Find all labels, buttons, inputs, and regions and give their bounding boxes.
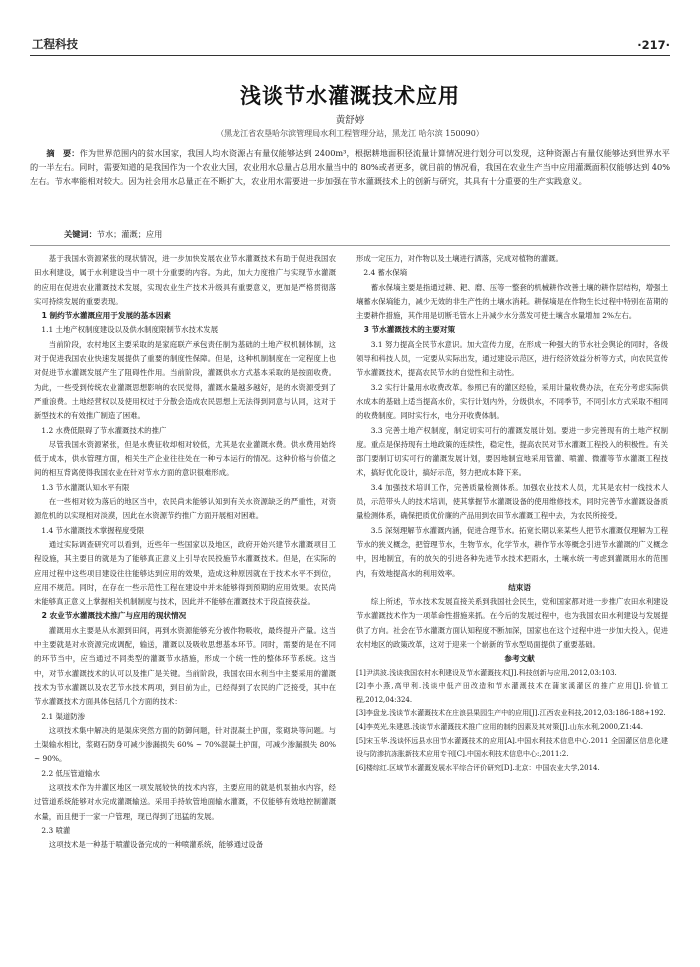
abstract-divider <box>30 245 670 246</box>
reference-item: [2]李小燕,高甲利.浅谈中低产田改造和节水灌溉技术在蒲家溪灌区的推广应用[J].价值工程,2012,04:324. <box>356 682 668 704</box>
paragraph: 尽管我国水资源紧张，但是水费征收却相对较低，尤其是农业灌溉水费。供水费用始终低于成本，供水管理方面，相关生产企业往往处在一种亏本运行的情况。这种价格与价值之间的相互背离使得我国农业在针对节水方面的意识很难形成。 <box>34 439 336 478</box>
subsection-heading: 2.2 低压管道输水 <box>41 768 100 778</box>
section-heading: 2 农业节水灌溉技术推广与应用的现状情况 <box>41 611 187 621</box>
paragraph: 蓄水保墒主要是指通过耕、耙、磨、压等一整套的机械耕作改善土壤的耕作层结构，增强土壤蓄水保墒能力，减少无效的非生产性的土壤水消耗。耕保墒是在作物生长过程中特别在苗期的主要耕作措施，其作用是切断毛管水上升减少水分蒸发可使土壤含水量增加 2%左右。 <box>356 282 668 321</box>
reference-item: [1]尹洪波.浅谈我国农村水利建设及节水灌溉技术[J].科技创新与应用,2012,03:103. <box>356 668 617 677</box>
subsection-heading: 1.2 水费低限碍了节水灌溉技术的推广 <box>41 425 167 435</box>
subsection-heading: 1.4 节水灌溉技术掌握程度受限 <box>41 525 145 535</box>
journal-section-name: 工程科技 <box>32 37 78 51</box>
section-heading: 参考文献 <box>504 654 535 664</box>
subsection-heading: 1.3 节水灌溉认知水平有限 <box>41 482 130 492</box>
abstract-text: 作为世界范围内的贫水国家，我国人均水资源占有量仅能够达到 2400m³，根据耕地面积径流量计算情况进行划分可以发现，这种资源占有量仅能够达到世界水平的一半左右。同时，需要知道的是我国作为一个农业大国，农业用水总量占总用水量当中的 80%或者更多，就目前的情况看，我国在农业生产当中应用灌溉面积仅能够达到 40%左右。节水率能相对较大。因为社会用水总量正在不断扩大，农业用水需要进一步加强在节水灌溉技术上的创新与研究，其具有十分重要的生产实践意义。 <box>30 148 670 187</box>
page-number: ·217· <box>637 38 670 52</box>
reference-item: [4]李英光,朱建恩.浅谈节水灌溉技术推广应用的制约因素及其对策[J].山东水利,2000,Z1:44. <box>356 722 643 731</box>
paragraph: 3.5 深刻理解节水灌溉内涵，促进合理节水。拓宽长期以来某些人把节水灌溉仅理解为工程节水的狭义概念，把管理节水，生物节水，化学节水，耕作节水等概念引进节水灌溉的广义概念中，因地制宜，有的放矢的引进各种先进节水技术把雨水，土壤水统一考虑到灌溉用水的范围内，有效地提高水的利用效率。 <box>356 525 668 578</box>
paragraph: 当前阶段，农村地区主要采取的是家庭联产承包责任制为基础的土地产权机制体制，这对于促进我国农业快速发展提供了重要的制度性保障。但是，这种机制制度在一定程度上也对促进节水灌溉发展产生了阻碍性作用。当前阶段，灌溉供水方式基本采取的是按面收费。为此，一些受到传统农业灌溉思想影响的农民觉得，灌溉水量越多越好，是的水资源受到了严重浪费。土地经营权以及使用权过于分散会造成农民思想上无法得到同意与认同，这对于新型技术的有效推广制造了困难。 <box>34 339 336 421</box>
paragraph: 在一些相对较为落后的地区当中，农民尚未能够认知到有关水资源缺乏的严重性，对资源危机的以实现相对淡漠，因此在水资源节约推广方面开展相对困难。 <box>34 497 336 521</box>
abstract <box>30 146 670 189</box>
subsection-heading: 2.1 渠道防渗 <box>41 711 86 721</box>
section-heading: 结束语 <box>508 582 531 592</box>
paragraph: 基于我国水资源紧张的现状情况，进一步加快发展农业节水灌溉技术有助于促进我国农田水利建设，属于水利建设当中一项十分重要的内容。为此，加大力度推广与实现节水灌溉的应用在促进农业灌溉技术发展，实现农业生产技术升级具有重要意义，更加是严格贯彻落实可持续发展的重要表现。 <box>34 254 336 306</box>
subsection-heading: 2.4 蓄水保墒 <box>363 268 408 278</box>
subsection-heading: 1.1 土地产权制度建设以及供水制度限制节水技术发展 <box>41 325 219 335</box>
reference-item: [6]楼综红.区域节水灌溉发展水平综合评价研究[D].北京：中国农业大学,2014. <box>356 763 600 772</box>
keywords-label: 关键词： <box>64 229 97 239</box>
body-column-right <box>356 252 668 775</box>
paragraph: 形成一定压力，对作物以及土壤进行洒落，完成对植物的灌溉。 <box>356 254 563 263</box>
keywords <box>64 229 670 240</box>
paragraph: 3.3 完善土地产权制度，制定切实可行的灌溉发展计划。要进一步完善现有的土地产权制度。重点是保持现有土地政策的连续性，稳定性，提高农民对节水灌溉工程投入的积极性。有关部门要制订切实可行的灌溉发展计划，要因地制宜地采用管灌、喷灌、微灌等节水灌溉工程技术，搞好优化设计，搞好示范，努力把成本降下来。 <box>356 425 668 478</box>
paragraph: 3.4 加强技术培训工作，完善质量检测体系。加强农业技术人员，尤其是农村一线技术人员，示范带头人的技术培训，使其掌握节水灌溉设备的使用维修技术，同时完善节水灌溉设备质量检测体系，确保把质优价廉的产品用到农田节水灌溉工程中去，为农民所接受。 <box>356 482 668 521</box>
paragraph: 这项技术是一种基于喷灌设备完成的一种喷灌系统，能够通过设备 <box>48 840 264 850</box>
section-heading: 1 制约节水灌溉应用于发展的基本因素 <box>41 311 172 321</box>
reference-item: [5]宋玉华.浅谈怀远县水田节水灌溉技术的应用[A].中国水利技术信息中心.2011 全国灌区信息化建设与防渗抗冻胀新技术应用专刊[C].中国水利技术信息中心:,2011:2. <box>356 736 668 759</box>
paragraph: 通过实际调查研究可以看到，近些年一些国家以及地区，政府开始兴建节水灌溉项目工程设施，其主要目的就是为了能够真正意义上引导农民投施节水灌溉技术。但是，在实际的应用过程中这些项目建设往往能够达到应用的效果，造成这种原因就在于技术水平不到位，应用不规范。同时，在存在一些示范性工程在建设中并未能够得到预期的应用效果。农民尚未能够真正意义上掌握相关机制制度与技术，因此并不能够在灌溉技术于段直接获益。 <box>34 539 336 607</box>
author-affiliation: （黑龙江省农垦哈尔滨管理局水利工程管理分站，黑龙江 哈尔滨 150090） <box>216 129 484 138</box>
paragraph: 综上所述，节水技术发展直接关系到我国社会民生，党和国家都对进一步推广农田水利建设节水灌溉技术作为一项革命性措施来抓。在今后的发展过程中，也为我国农田水利建设与发展提供了方向。社会在节水灌溉方面认知程度不断加深，国家也在这个过程中进一步加大投入，促进农村地区的政策改革，这对于迎来一个崭新的节水型局面提供了重要基础。 <box>356 597 668 650</box>
article-author: 黄舒婷 <box>335 115 365 126</box>
abstract-label: 摘 要： <box>46 148 80 158</box>
paragraph: 3.2 实行计量用水收费改革。参照已有的灌区经验，采用计量收费办法，在充分考虑实际供水成本的基础上适当提高水价，实行计划内外，分级供水，不同季节，不同引水方式采取不相同的收费制度。同时实行水，电分开收费体制。 <box>356 382 668 421</box>
reference-item: [3]李盘龙.浅谈节水灌溉技术在庄浪县果园生产中的应用[J].江西农业科技,2012,03:186-188+192. <box>356 709 666 718</box>
paragraph: 3.1 努力提高全民节水意识。加大宣传力度，在形成一种强大的节水社会舆论的同时，各级领导和科技人员，一定要从实际出发，通过建设示范区，进行经济效益分析等方式，向农民宣传节水灌溉技术，提高农民节水的自觉性和主动性。 <box>356 339 668 378</box>
paragraph: 这项技术集中解决的是渠床突然方面的防御问题，针对混凝土护面，浆砌块等问题。与土渠输水相比，浆砌石防身可减少渗漏损失 60% ~ 70%混凝土护面，可减少渗漏损失 80% ~ 90%。 <box>34 725 336 764</box>
keywords-text: 节水；灌溉；应用 <box>96 229 163 239</box>
paragraph: 这项技术作为井灌区地区一项发展较快的技术内容，主要应用的就是机泵抽水内容，经过管道系统能够对水完成灌溉输送。采用手持软管地面输水灌溉，不仅能够有效地控制灌溉水量，而且便于一家一户管理，现已得到了迅猛的发展。 <box>34 782 336 821</box>
article-title: 浅谈节水灌溉技术应用 <box>240 84 460 108</box>
header-divider <box>30 55 670 56</box>
body-column-left <box>34 252 336 852</box>
subsection-heading: 2.3 喷灌 <box>41 825 71 835</box>
paragraph: 灌溉用水主要是从水源到田间，再到水资源能够充分被作物吸收，最终提升产量。这当中主要就是对水资源完成调配，输送，灌溉以及吸收思想基本环节。同时，需要的是在不同的环节当中，应当通过不同类型的灌溉节水措施，形成一个统一性的整体环节系统。这当中，对节水灌溉技术的认可以及推广是关键。当前阶段，我国农田水利当中主要采用的灌溉技术为节水灌溉以及农艺节水技术两项，到目前为止，已经得到了农民的广泛接受，其中在节水灌溉技术方面具体包括几个方面的技术： <box>34 625 336 707</box>
section-heading: 3 节水灌溉技术的主要对策 <box>363 325 456 335</box>
running-header <box>32 34 670 52</box>
